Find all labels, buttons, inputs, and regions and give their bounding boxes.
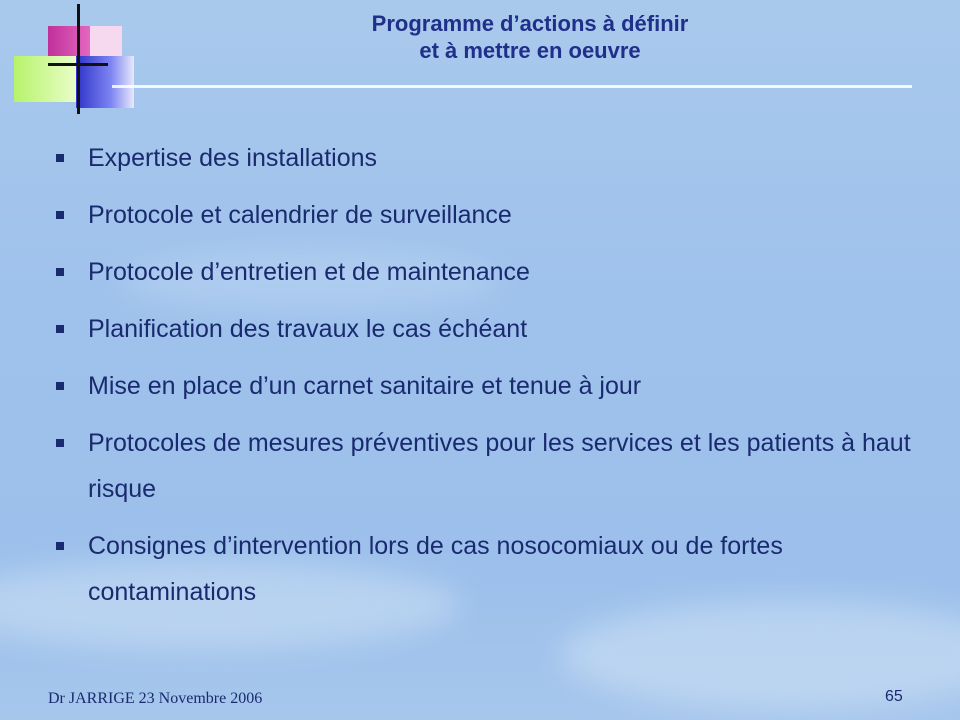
bullet-text: Expertise des installations [88,144,378,172]
bullet-list [50,135,930,626]
bullet-text: Mise en place d’un carnet sanitaire et tenue à jour [88,372,642,400]
list-item [50,420,930,512]
footer-author-date: Dr JARRIGE 23 Novembre 2006 [48,690,263,707]
decorative-squares [0,0,140,115]
list-item [50,523,930,615]
page-number: 65 [885,688,903,705]
bullet-text: Planification des travaux le cas échéant [88,315,528,343]
bullet-square-icon [56,268,64,276]
horizontal-line [48,63,108,66]
bullet-text: Consignes d’intervention lors de cas nosocomiaux ou de fortes contaminations [88,532,783,606]
bullet-text: Protocole et calendrier de surveillance [88,201,512,229]
bullet-text: Protocoles de mesures préventives pour les services et les patients à haut risque [88,429,911,503]
list-item [50,135,930,181]
list-item [50,192,930,238]
bullet-square-icon [56,542,64,550]
list-item [50,363,930,409]
bullet-square-icon [56,211,64,219]
light-square [90,26,122,60]
bullet-square-icon [56,382,64,390]
list-item [50,249,930,295]
list-item [50,306,930,352]
bullet-square-icon [56,439,64,447]
bullet-text: Protocole d’entretien et de maintenance [88,258,530,286]
title-divider [112,85,912,88]
title-line-2: et à mettre en oeuvre [419,38,641,63]
title-line-1: Programme d’actions à définir [371,11,689,36]
bullet-square-icon [56,325,64,333]
bullet-square-icon [56,154,64,162]
vertical-line [77,4,80,114]
slide-title [250,10,810,64]
